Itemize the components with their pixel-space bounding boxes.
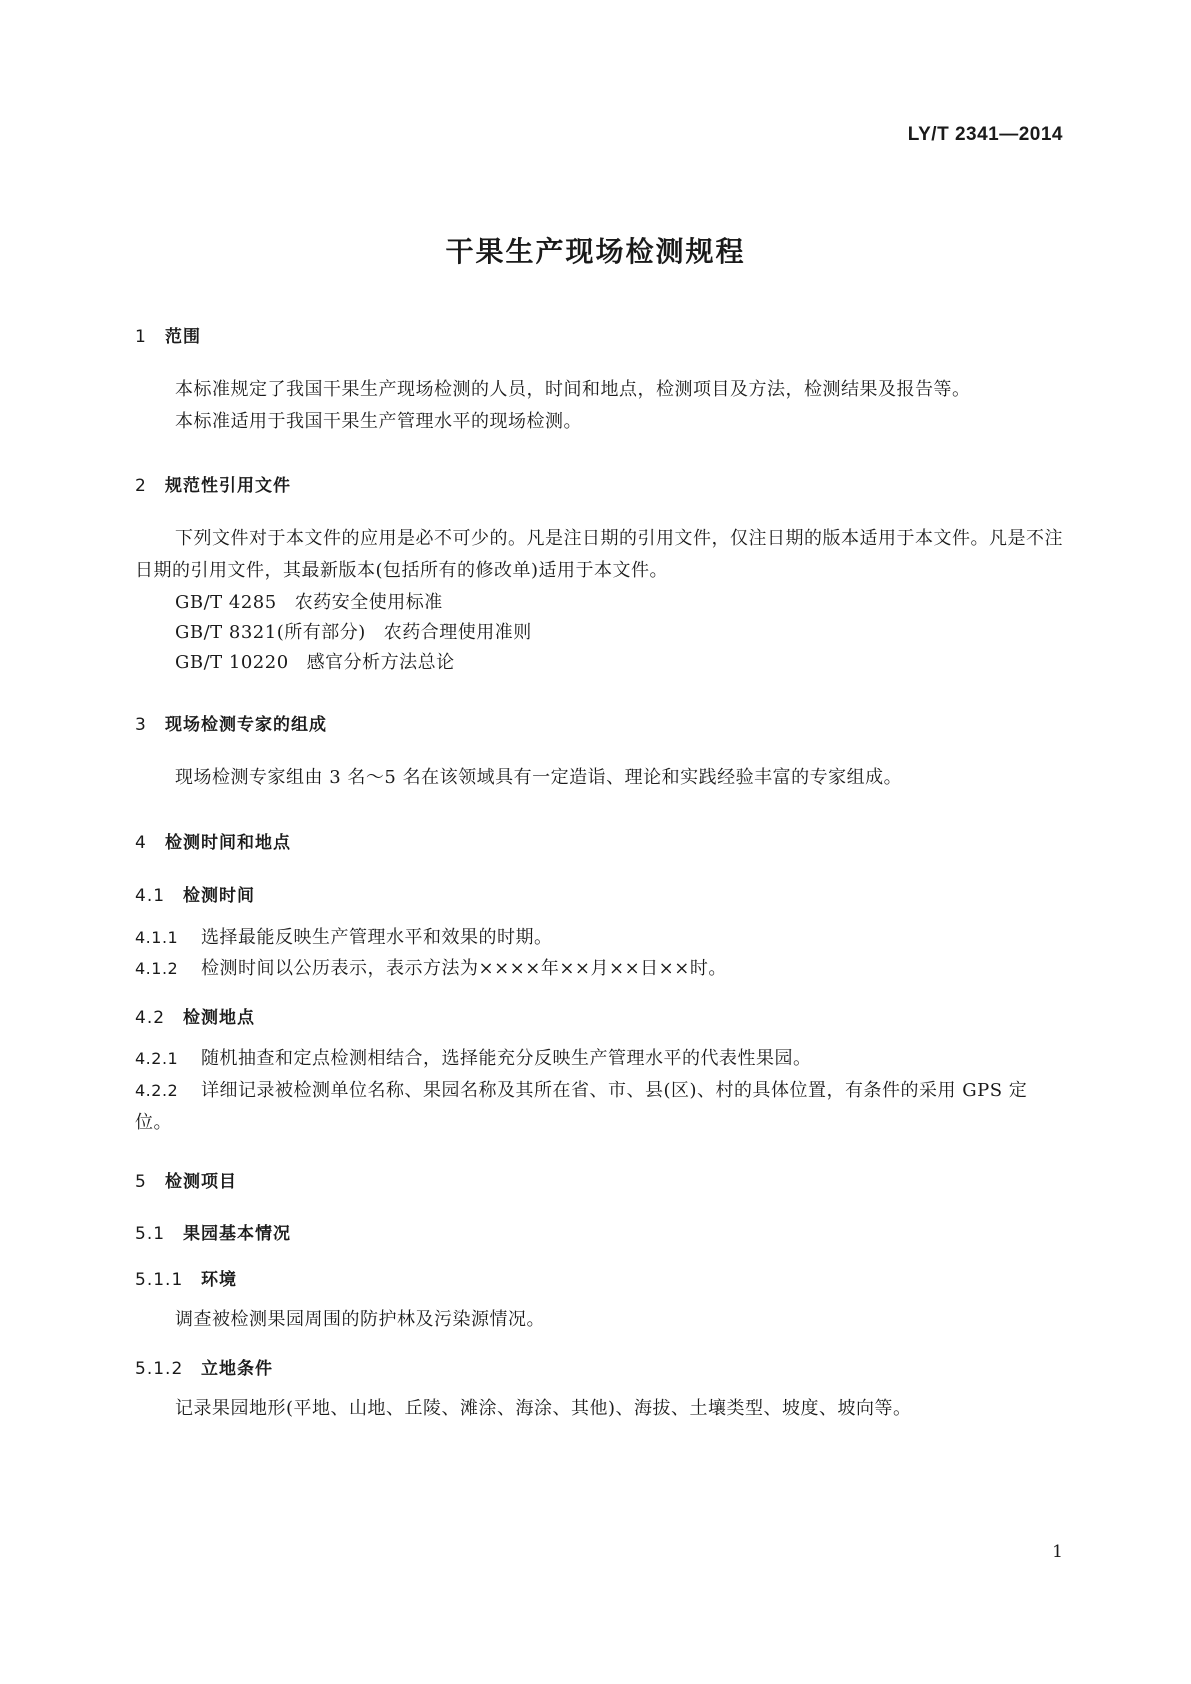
page-number: 1: [1052, 1542, 1063, 1562]
reference-item: [135, 617, 1103, 649]
document-title: 干果生产现场检测规程: [445, 235, 746, 268]
section-title: 检测时间和地点: [165, 833, 291, 853]
clause-4-2-2: [135, 1075, 1063, 1139]
clause-4-1-1: [135, 922, 1063, 954]
section-5-1-heading: [135, 1219, 1063, 1244]
section-title: 现场检测专家的组成: [165, 715, 327, 735]
clause-text: 检测时间以公历表示，表示方法为××××年××月××日××时。: [201, 958, 727, 979]
standard-code: LY/T 2341—2014: [907, 124, 1063, 145]
clause-number: 4.2.1: [135, 1049, 179, 1068]
section-title: 检测时间: [183, 886, 255, 906]
reference-name: 农药安全使用标准: [294, 592, 443, 613]
section-number: 1: [135, 327, 147, 347]
section-title: 果园基本情况: [183, 1224, 291, 1244]
clause-4-1-2: [135, 953, 1063, 985]
section-3-paragraph: 现场检测专家组由 3 名～5 名在该领域具有一定造诣、理论和实践经验丰富的专家组成。: [175, 767, 903, 788]
section-2-intro: 下列文件对于本文件的应用是必不可少的。凡是注日期的引用文件，仅注日期的版本适用于本文件。凡是不注日期的引用文件，其最新版本(包括所有的修改单)适用于本文件。: [135, 528, 1063, 581]
section-number: 4.1: [135, 886, 166, 906]
clause-number: 4.2.2: [135, 1081, 179, 1100]
section-title: 规范性引用文件: [165, 476, 291, 496]
section-number: 2: [135, 476, 147, 496]
section-1-paragraph-1: 本标准规定了我国干果生产现场检测的人员，时间和地点，检测项目及方法，检测结果及报告等。: [175, 379, 971, 400]
section-5-1-1-heading: [135, 1265, 1063, 1290]
section-title: 检测项目: [165, 1172, 237, 1192]
section-number: 5.1.2: [135, 1359, 184, 1379]
clause-text: 随机抽查和定点检测相结合，选择能充分反映生产管理水平的代表性果园。: [201, 1048, 812, 1069]
section-5-1-2-heading: [135, 1354, 1063, 1379]
clause-number: 4.1.1: [135, 928, 179, 947]
section-4-1-heading: [135, 881, 1063, 906]
section-4-heading: [135, 828, 1063, 853]
section-1-paragraph-2: 本标准适用于我国干果生产管理水平的现场检测。: [175, 411, 582, 432]
section-5-1-1-paragraph: 调查被检测果园周围的防护林及污染源情况。: [175, 1309, 545, 1330]
section-1-heading: [135, 322, 1063, 347]
clause-text: 详细记录被检测单位名称、果园名称及其所在省、市、县(区)、村的具体位置，有条件的采用 GPS 定位。: [135, 1080, 1028, 1133]
reference-code: GB/T 10220: [175, 652, 289, 673]
section-number: 4: [135, 833, 147, 853]
section-title: 环境: [201, 1270, 237, 1290]
section-2-heading: [135, 471, 1063, 496]
clause-number: 4.1.2: [135, 959, 179, 978]
section-title: 范围: [165, 327, 201, 347]
section-5-1-2-paragraph: 记录果园地形(平地、山地、丘陵、滩涂、海涂、其他)、海拔、土壤类型、坡度、坡向等。: [175, 1398, 912, 1419]
reference-name: 感官分析方法总论: [306, 652, 455, 673]
section-4-2-heading: [135, 1003, 1063, 1028]
section-title: 检测地点: [183, 1008, 255, 1028]
reference-code: GB/T 8321(所有部分): [175, 622, 366, 643]
clause-4-2-1: [135, 1043, 1063, 1075]
section-title: 立地条件: [201, 1359, 273, 1379]
section-number: 4.2: [135, 1008, 166, 1028]
reference-code: GB/T 4285: [175, 592, 277, 613]
section-5-heading: [135, 1167, 1063, 1192]
reference-name: 农药合理使用准则: [383, 622, 532, 643]
section-number: 5.1: [135, 1224, 166, 1244]
clause-text: 选择最能反映生产管理水平和效果的时期。: [201, 927, 553, 948]
section-number: 5.1.1: [135, 1270, 184, 1290]
section-3-heading: [135, 710, 1063, 735]
section-number: 5: [135, 1172, 147, 1192]
section-number: 3: [135, 715, 147, 735]
reference-item: [135, 587, 1103, 619]
reference-item: [135, 647, 1103, 679]
